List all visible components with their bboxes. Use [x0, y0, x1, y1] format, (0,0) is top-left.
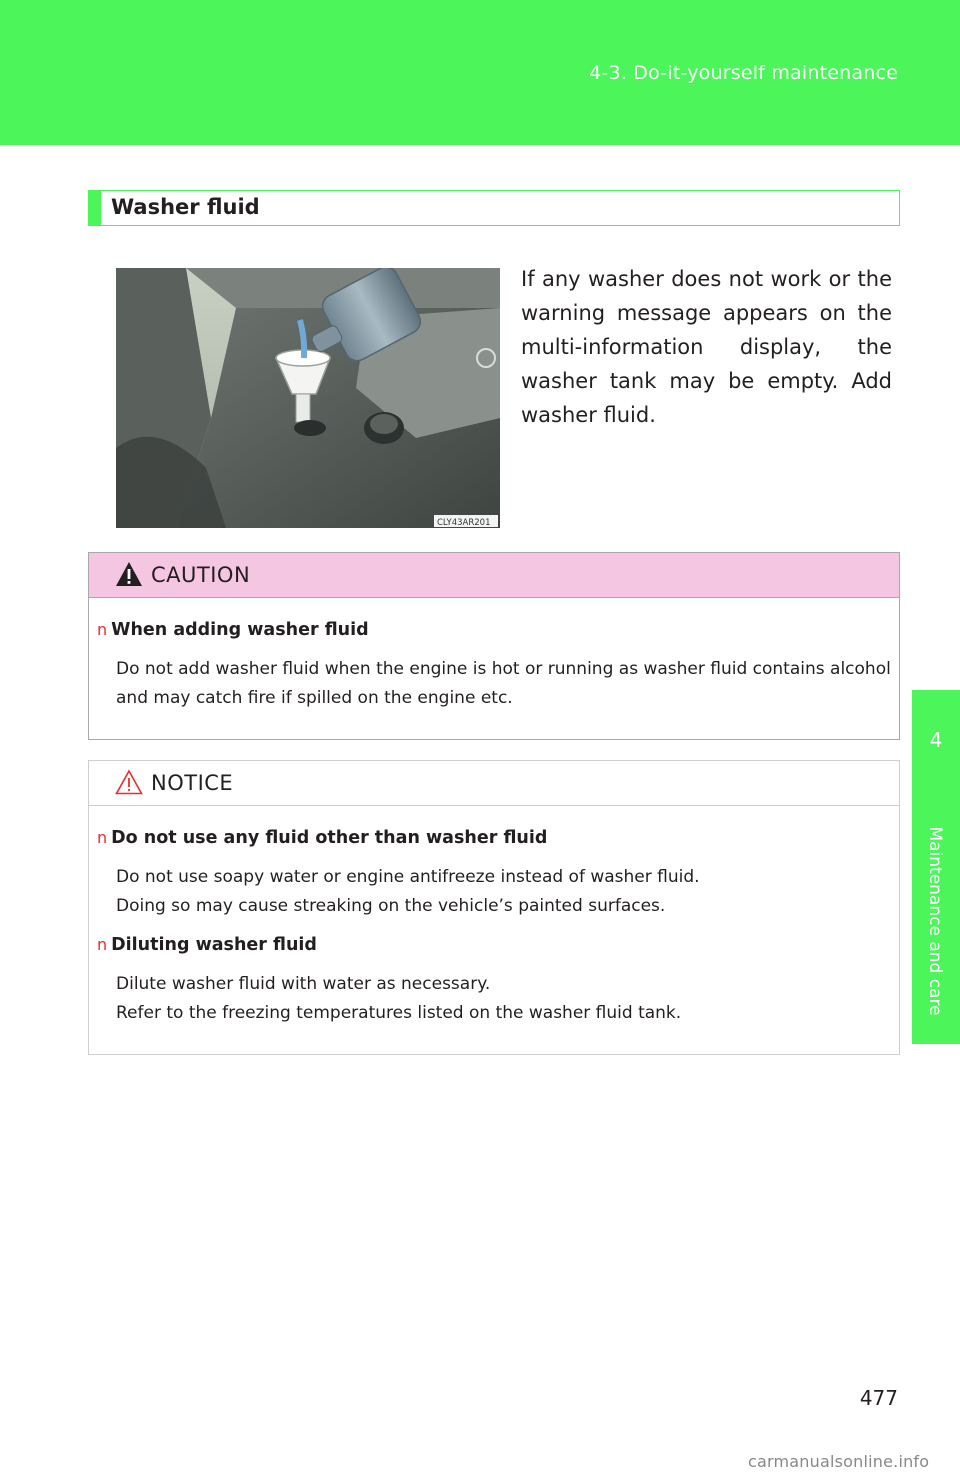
- notice-item-heading-text: Diluting washer fluid: [111, 935, 317, 955]
- bullet-marker: n: [97, 620, 108, 639]
- caution-item-body: Do not add washer fluid when the engine is hot or running as washer fluid contains alcohol and may catch fire if spilled on the engine etc.: [116, 659, 891, 708]
- notice-triangle-icon: [115, 769, 143, 795]
- warning-triangle-icon: [115, 561, 143, 587]
- notice-item-heading-text: Do not use any fluid other than washer fluid: [111, 828, 548, 848]
- watermark-link[interactable]: carmanualsonline.info: [748, 1452, 930, 1471]
- notice-body-line: Dilute washer fluid with water as necessary.: [116, 974, 491, 994]
- illustration-code: CLY43AR201: [437, 518, 491, 528]
- bullet-marker: n: [97, 935, 108, 954]
- notice-item-body: [116, 970, 896, 1028]
- chapter-number: 4: [929, 728, 943, 752]
- caution-box: [88, 552, 900, 740]
- header-band: [0, 0, 960, 145]
- section-heading: [88, 190, 900, 226]
- notice-header: [89, 761, 899, 806]
- caution-item-heading-text: When adding washer fluid: [111, 620, 369, 640]
- notice-item-heading: [97, 828, 547, 848]
- notice-body-line: Do not use soapy water or engine antifreeze instead of washer fluid.: [116, 867, 700, 887]
- notice-box: [88, 760, 900, 1055]
- bullet-marker: n: [97, 828, 108, 847]
- notice-body-line: Refer to the freezing temperatures listed on the washer fluid tank.: [116, 1003, 682, 1023]
- notice-label: NOTICE: [151, 771, 234, 795]
- breadcrumb: 4-3. Do-it-yourself maintenance: [589, 62, 898, 84]
- chapter-title: Maintenance and care: [925, 826, 945, 1016]
- notice-body-line: Doing so may cause streaking on the vehicle’s painted surfaces.: [116, 896, 666, 916]
- page-number: 477: [859, 1386, 898, 1410]
- caution-label: CAUTION: [151, 563, 251, 587]
- chapter-side-tab[interactable]: [912, 0, 960, 1484]
- caution-item-heading: [97, 620, 369, 640]
- caution-header: [89, 553, 899, 598]
- notice-item-body: [116, 863, 896, 921]
- notice-item-heading: [97, 935, 317, 955]
- section-title: Washer fluid: [111, 195, 260, 219]
- washer-fluid-illustration: [116, 268, 500, 528]
- section-accent: [89, 191, 101, 225]
- description-text: If any washer does not work or the warning message appears on the multi-information display, the washer tank may be empty. Add washer fluid.: [521, 267, 892, 427]
